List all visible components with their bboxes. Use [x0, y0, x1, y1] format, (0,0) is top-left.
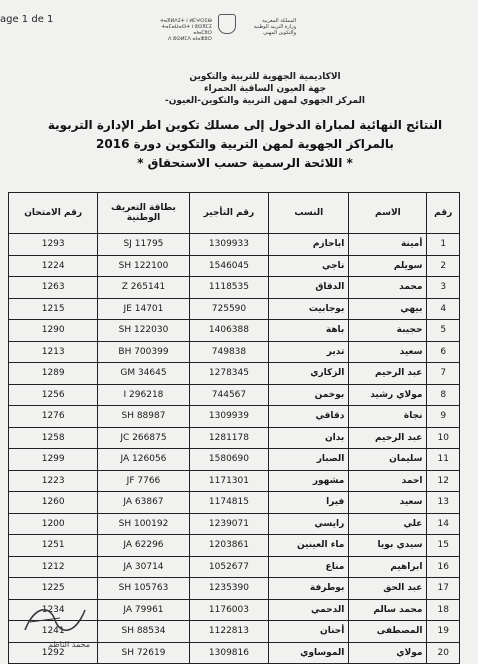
row-exam-number: 1213 [9, 341, 98, 363]
table-header-row [9, 193, 460, 234]
row-national-id: SH 105763 [98, 578, 189, 600]
row-name: عبد الرحيم [349, 363, 427, 385]
row-exam-number: 1276 [9, 406, 98, 428]
row-family: بوجابيت [269, 298, 349, 320]
row-name: سعيد [349, 341, 427, 363]
row-number: 17 [427, 578, 460, 600]
row-payroll: 1580690 [189, 449, 269, 471]
row-payroll: 1281178 [189, 427, 269, 449]
row-name: سعيد [349, 492, 427, 514]
row-name: بيهي [349, 298, 427, 320]
table-row [9, 513, 460, 535]
row-national-id: SH 122030 [98, 320, 189, 342]
table-row [9, 363, 460, 385]
col-number: رقم [427, 193, 460, 234]
table-row [9, 277, 460, 299]
row-national-id: I 296218 [98, 384, 189, 406]
row-number: 3 [427, 277, 460, 299]
row-payroll: 1546045 [189, 255, 269, 277]
row-number: 13 [427, 492, 460, 514]
title-line-2: بالمراكز الجهوية لمهن التربية والتكوين دورة 2016 [96, 137, 394, 151]
row-payroll: 1203861 [189, 535, 269, 557]
row-exam-number: 1299 [9, 449, 98, 471]
title-line-3: * اللائحة الرسمية حسب الاستحقاق * [137, 156, 353, 170]
row-family: تدير [269, 341, 349, 363]
table-row [9, 341, 460, 363]
row-family: بوخمن [269, 384, 349, 406]
row-exam-number: 1251 [9, 535, 98, 557]
row-payroll: 1309933 [189, 234, 269, 256]
row-family: باهة [269, 320, 349, 342]
row-name: عبد الرحيم [349, 427, 427, 449]
row-exam-number: 1289 [9, 363, 98, 385]
row-national-id: JA 30714 [98, 556, 189, 578]
row-national-id: SJ 11795 [98, 234, 189, 256]
row-family: الموساوي [269, 642, 349, 664]
table-row [9, 255, 460, 277]
row-national-id: Z 265141 [98, 277, 189, 299]
row-family: بوطرفة [269, 578, 349, 600]
col-name: الاسم [349, 193, 427, 234]
row-payroll: 1406388 [189, 320, 269, 342]
table-row [9, 298, 460, 320]
row-number: 1 [427, 234, 460, 256]
row-name: مولاي [349, 642, 427, 664]
row-exam-number: 1256 [9, 384, 98, 406]
row-number: 6 [427, 341, 460, 363]
row-family: مشهور [269, 470, 349, 492]
header-line-1: الاكاديمية الجهوية للتربية والتكوين [189, 72, 341, 82]
row-name: حجيبة [349, 320, 427, 342]
col-payroll: رقم التأجير [189, 193, 269, 234]
row-number: 18 [427, 599, 460, 621]
page-label: age 1 de 1 [0, 14, 54, 25]
row-name: أمينة [349, 234, 427, 256]
row-number: 19 [427, 621, 460, 643]
row-payroll: 744567 [189, 384, 269, 406]
row-exam-number: 1241 [9, 621, 98, 643]
row-exam-number: 1258 [9, 427, 98, 449]
row-name: سويلم [349, 255, 427, 277]
row-national-id: JA 126056 [98, 449, 189, 471]
row-payroll: 1239071 [189, 513, 269, 535]
table-row [9, 406, 460, 428]
row-number: 15 [427, 535, 460, 557]
row-name: عبد الحق [349, 578, 427, 600]
row-name: مولاي رشيد [349, 384, 427, 406]
row-family: ناجي [269, 255, 349, 277]
row-name: محمد سالم [349, 599, 427, 621]
row-payroll: 1171301 [189, 470, 269, 492]
crest-icon [218, 14, 236, 34]
row-exam-number: 1212 [9, 556, 98, 578]
row-exam-number: 1225 [9, 578, 98, 600]
table-row [9, 449, 460, 471]
signature-stamp [20, 600, 90, 640]
row-number: 5 [427, 320, 460, 342]
title-line-1: النتائج النهائية لمباراة الدخول إلى مسلك تكوين اطر الإدارة التربوية [47, 118, 443, 132]
table-row [9, 535, 460, 557]
row-family: ماء العينين [269, 535, 349, 557]
row-national-id: SH 122100 [98, 255, 189, 277]
row-family: مناع [269, 556, 349, 578]
table-row [9, 578, 460, 600]
row-national-id: JA 62296 [98, 535, 189, 557]
row-name: ابراهيم [349, 556, 427, 578]
row-exam-number: 1290 [9, 320, 98, 342]
row-payroll: 1309816 [189, 642, 269, 664]
row-family: فيرا [269, 492, 349, 514]
row-national-id: JE 14701 [98, 298, 189, 320]
row-payroll: 1174815 [189, 492, 269, 514]
row-number: 2 [427, 255, 460, 277]
row-name: سليمان [349, 449, 427, 471]
row-national-id: JA 79961 [98, 599, 189, 621]
row-payroll: 1118535 [189, 277, 269, 299]
row-exam-number: 1260 [9, 492, 98, 514]
row-exam-number: 1292 [9, 642, 98, 664]
row-number: 4 [427, 298, 460, 320]
row-family: دقاقي [269, 406, 349, 428]
row-payroll: 725590 [189, 298, 269, 320]
row-number: 7 [427, 363, 460, 385]
logo-right-text: المملكة المغربية وزارة التربية الوطنية والتكوين المهني [253, 18, 296, 36]
table-row [9, 556, 460, 578]
row-payroll: 1278345 [189, 363, 269, 385]
row-number: 12 [427, 470, 460, 492]
row-payroll: 749838 [189, 341, 269, 363]
row-national-id: JF 7766 [98, 470, 189, 492]
row-payroll: 1052677 [189, 556, 269, 578]
row-name: محمد [349, 277, 427, 299]
row-name: علي [349, 513, 427, 535]
row-payroll: 1235390 [189, 578, 269, 600]
row-payroll: 1122813 [189, 621, 269, 643]
col-exam-number: رقم الامتحان [9, 193, 98, 234]
row-family: الصبار [269, 449, 349, 471]
table-row [9, 320, 460, 342]
row-name: المصطفى [349, 621, 427, 643]
table-row [9, 492, 460, 514]
row-family: الدقاق [269, 277, 349, 299]
row-number: 8 [427, 384, 460, 406]
results-table [8, 192, 460, 664]
row-national-id: GM 34645 [98, 363, 189, 385]
row-family: رايسي [269, 513, 349, 535]
row-national-id: SH 88987 [98, 406, 189, 428]
row-family: أحنان [269, 621, 349, 643]
row-national-id: SH 100192 [98, 513, 189, 535]
row-number: 10 [427, 427, 460, 449]
row-name: سيدي بويا [349, 535, 427, 557]
row-family: اباحازم [269, 234, 349, 256]
row-payroll: 1309939 [189, 406, 269, 428]
signature-name: محمد الناظم [48, 640, 91, 649]
row-national-id: BH 700399 [98, 341, 189, 363]
table-row [9, 470, 460, 492]
row-number: 9 [427, 406, 460, 428]
col-national-id: بطاقة التعريف الوطنية [98, 193, 189, 234]
row-family: الزكاري [269, 363, 349, 385]
row-number: 11 [427, 449, 460, 471]
row-number: 16 [427, 556, 460, 578]
row-exam-number: 1263 [9, 277, 98, 299]
row-number: 20 [427, 642, 460, 664]
row-number: 14 [427, 513, 460, 535]
row-exam-number: 1234 [9, 599, 98, 621]
row-national-id: JC 266875 [98, 427, 189, 449]
table-row [9, 427, 460, 449]
row-name: نجاة [349, 406, 427, 428]
row-national-id: SH 72619 [98, 642, 189, 664]
row-exam-number: 1200 [9, 513, 98, 535]
table-row [9, 384, 460, 406]
header-line-3: المركز الجهوي لمهن التربية والتكوين-العيون- [164, 96, 366, 106]
header-line-2: جهة العيون الساقية الحمراء [203, 84, 327, 94]
row-payroll: 1176003 [189, 599, 269, 621]
row-exam-number: 1223 [9, 470, 98, 492]
logo-left-text: ⵜⴰⴳⵍⴷⵉⵜ ⵏ ⵍⵎⵖⵔⵉⴱ ⵜⴰⵎⴰⵡⴰⵙⵜ ⵏ ⵓⵙⴳⵎⵉ ⴰⵏⴰⵎⵓⵔ ⴷ ⵓⵙⵍⵎⴷ ⴰⵏⴰⵣⵓⵔ [160, 18, 212, 42]
table-row [9, 234, 460, 256]
row-exam-number: 1293 [9, 234, 98, 256]
row-name: احمد [349, 470, 427, 492]
row-exam-number: 1224 [9, 255, 98, 277]
col-family: النسب [269, 193, 349, 234]
row-exam-number: 1215 [9, 298, 98, 320]
row-family: الدحمي [269, 599, 349, 621]
row-national-id: JA 63867 [98, 492, 189, 514]
row-national-id: SH 88534 [98, 621, 189, 643]
row-family: بدان [269, 427, 349, 449]
